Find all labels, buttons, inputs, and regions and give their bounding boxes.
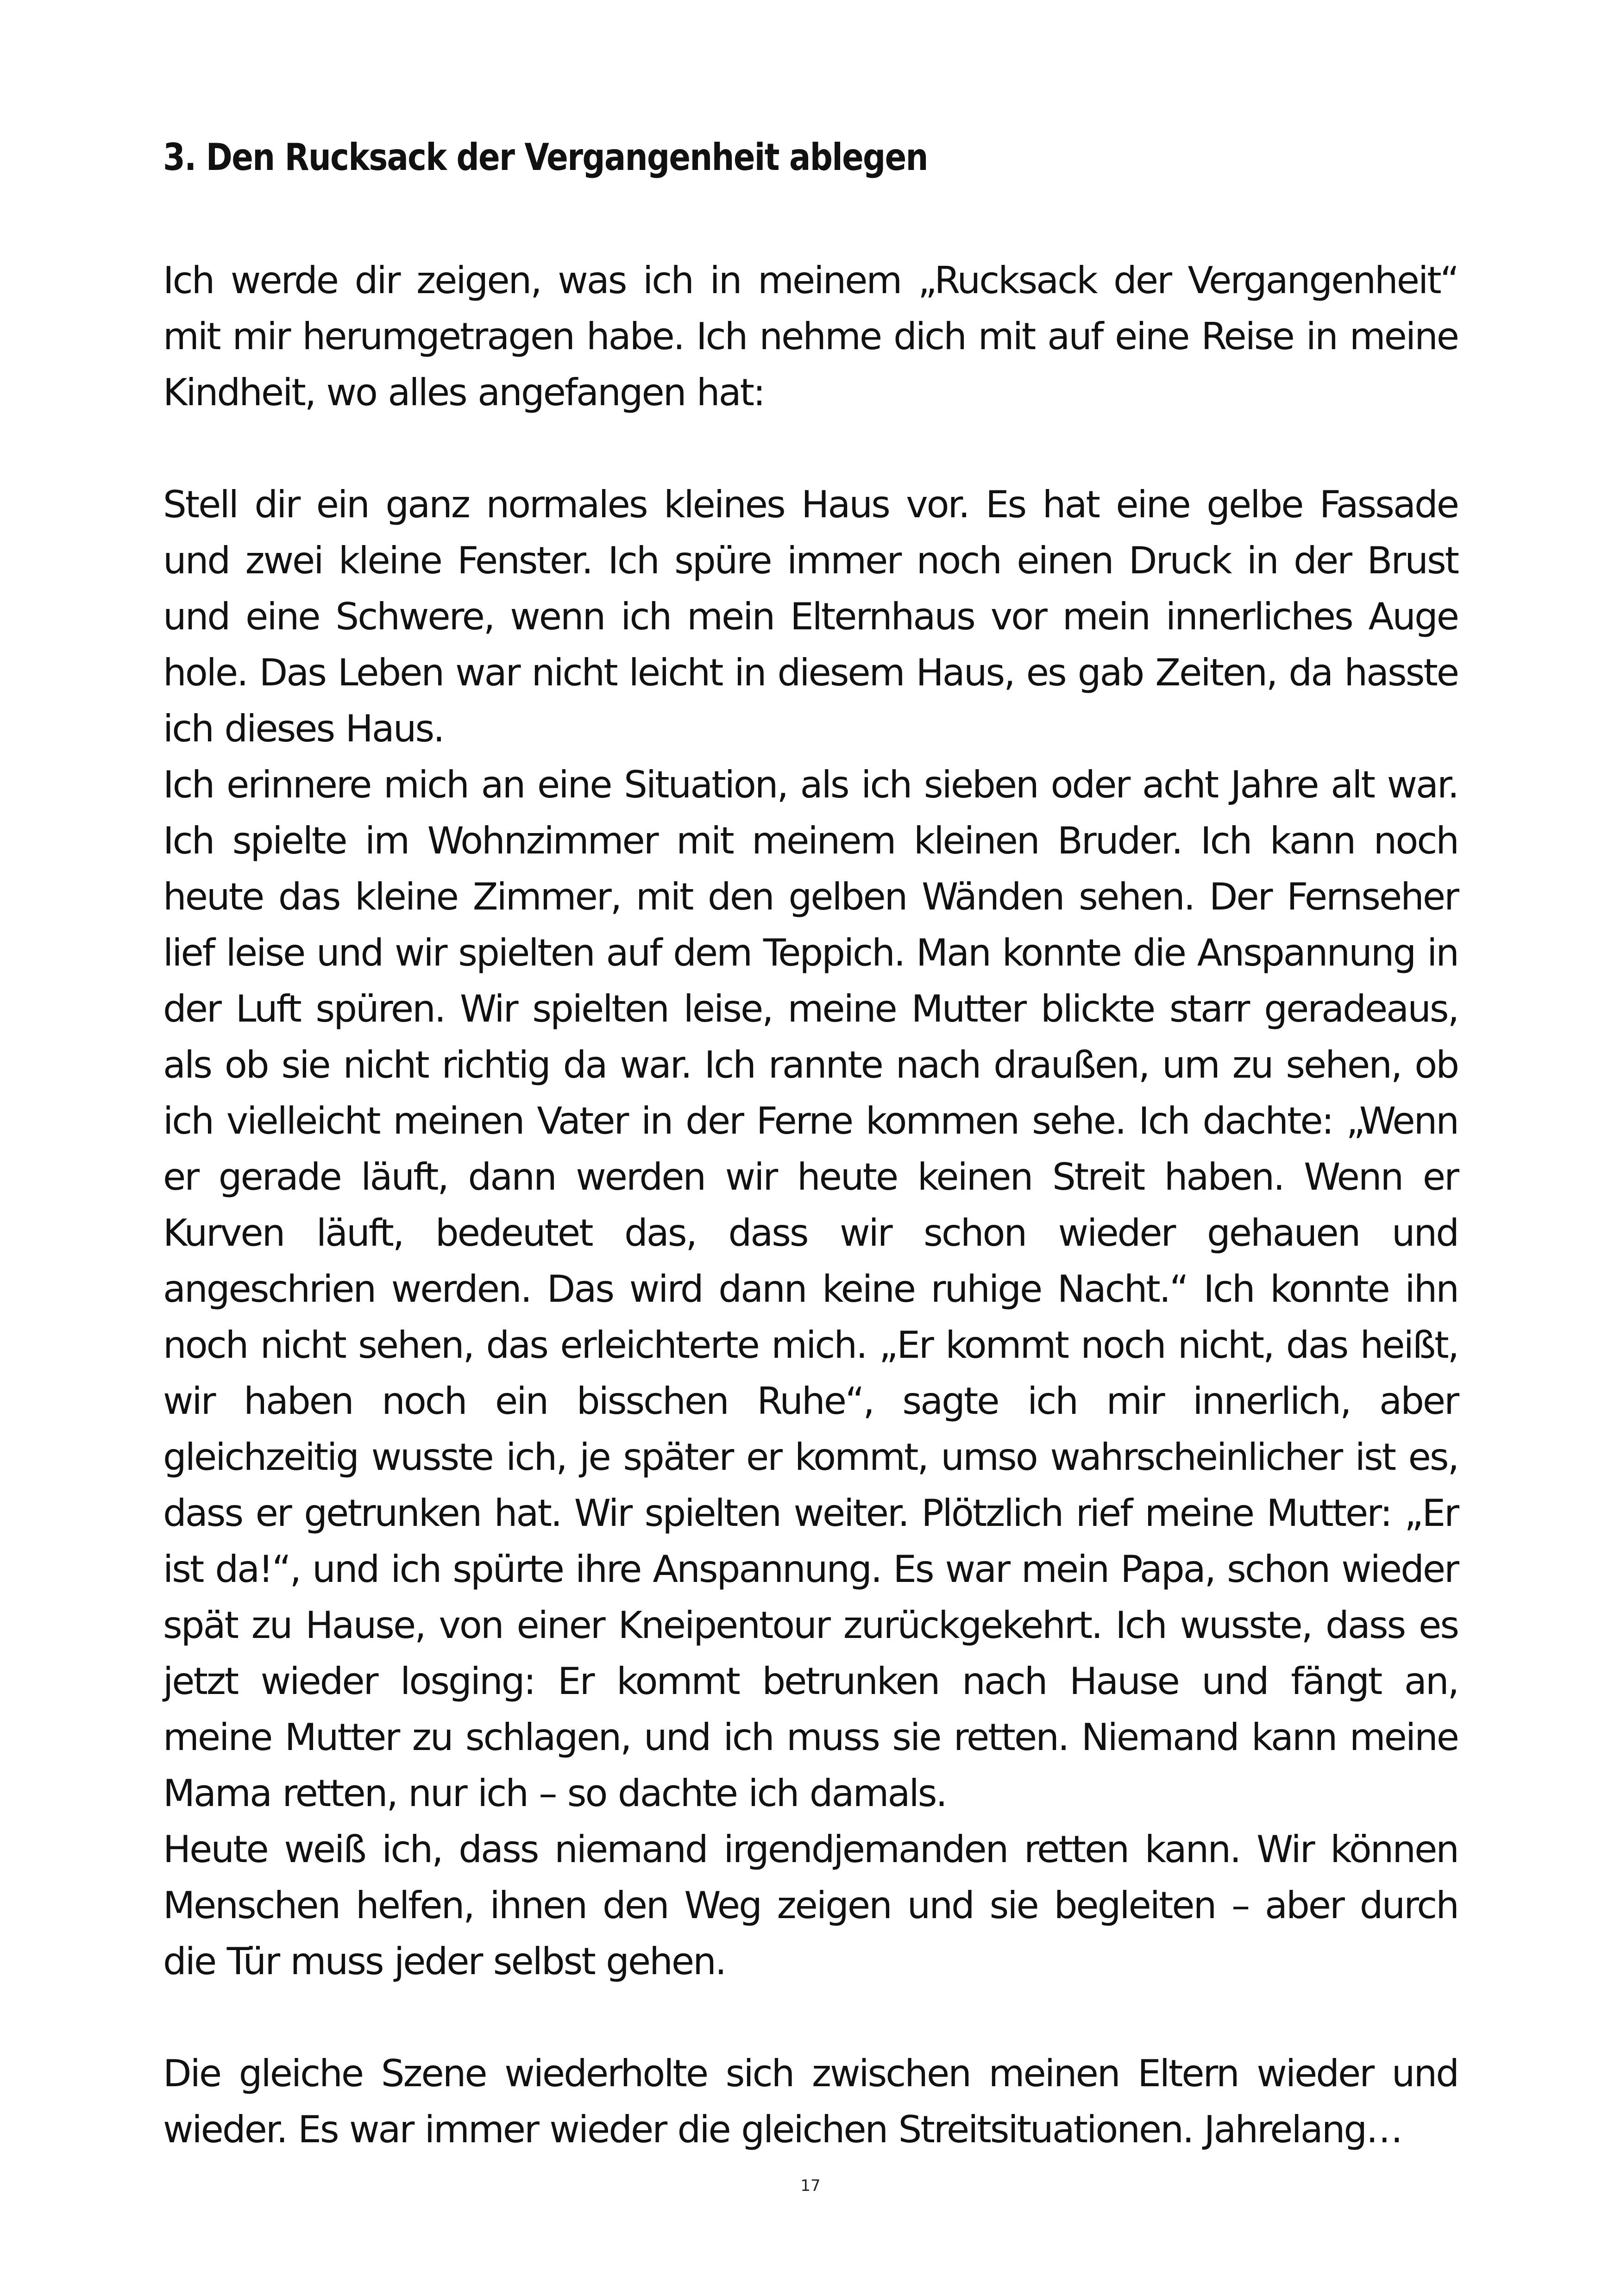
chapter-heading: 3. Den Rucksack der Vergangenheit ablegen bbox=[163, 136, 928, 179]
paragraph-intro: Ich werde dir zeigen, was ich in meinem „Rucksack der Vergangenheit“ mit mir herumgetragen habe. Ich nehme dich mit auf eine Reise in meine Kindheit, wo alles angefangen hat: bbox=[163, 259, 1458, 414]
paragraph-memory: Ich erinnere mich an eine Situation, als ich sieben oder acht Jahre alt war. Ich spielte im Wohnzimmer mit meinem kleinen Bruder. Ich kann noch heute das kleine Zimmer, mit den gelben Wänden sehen. Der Fernseher lief leise und wir spielten auf dem Teppich. Man konnte die Anspannung in der Luft spüren. Wir spielten leise, meine Mutter blickte starr geradeaus, als ob sie nicht richtig da war. Ich rannte nach draußen, um zu sehen, ob ich vielleicht meinen Vater in der Ferne kommen sehe. Ich dachte: „Wenn er gerade läuft, dann werden wir heute keinen Streit haben. Wenn er Kurven läuft, bedeutet das, dass wir schon wieder gehauen und angeschrien werden. Das wird dann keine ruhige Nacht.“ Ich konnte ihn noch nicht sehen, das erleichterte mich. „Er kommt noch nicht, das heißt, wir haben noch ein bisschen Ruhe“, sagte ich mir innerlich, aber gleichzeitig wusste ich, je später er kommt, umso wahrscheinlicher ist es, dass er getrunken hat. Wir spielten weiter. Plötzlich rief meine Mutter: „Er ist da!“, und ich spürte ihre Anspannung. Es war mein Papa, schon wieder spät zu Hause, von einer Kneipentour zurückgekehrt. Ich wusste, dass es jetzt wieder losging: Er kommt betrunken nach Hause und fängt an, meine Mutter zu schlagen, und ich muss sie retten. Niemand kann meine Mama retten, nur ich – so dachte ich damals. bbox=[163, 763, 1458, 1815]
paragraph-repetition: Die gleiche Szene wiederholte sich zwischen meinen Eltern wieder und wieder. Es war immer wieder die gleichen Streitsituationen. Jahrelang… bbox=[163, 2052, 1458, 2151]
page-number: 17 bbox=[800, 2177, 821, 2195]
paragraph-gap bbox=[163, 420, 1458, 477]
paragraph-today: Heute weiß ich, dass niemand irgendjemanden retten kann. Wir können Menschen helfen, ihnen den Weg zeigen und sie begleiten – aber durch die Tür muss jeder selbst gehen. bbox=[163, 1828, 1458, 1983]
page-content bbox=[163, 132, 1458, 2158]
paragraph-house: Stell dir ein ganz normales kleines Haus vor. Es hat eine gelbe Fassade und zwei kleine Fenster. Ich spüre immer noch einen Druck in der Brust und eine Schwere, wenn ich mein Elternhaus vor mein innerliches Auge hole. Das Leben war nicht leicht in diesem Haus, es gab Zeiten, da hasste ich dieses Haus. bbox=[163, 483, 1458, 750]
paragraph-gap bbox=[163, 1989, 1458, 2045]
